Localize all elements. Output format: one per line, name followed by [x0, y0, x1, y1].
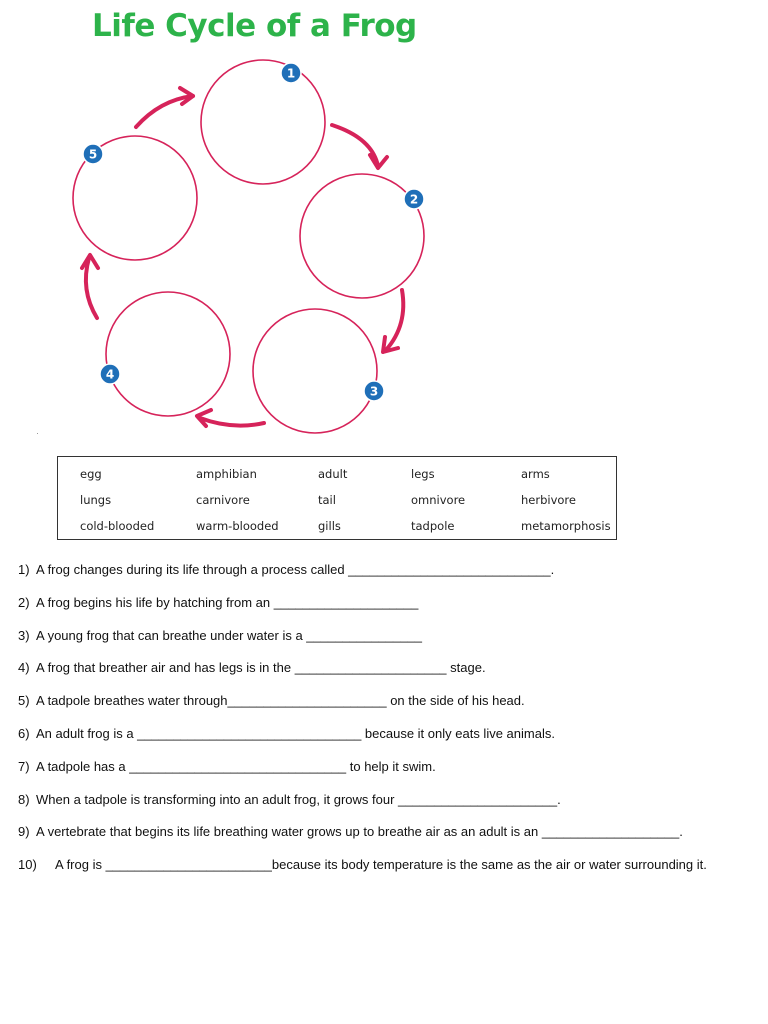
badge-number: 1 [286, 66, 296, 81]
word-bank-term: herbivore [521, 493, 576, 507]
word-bank-term: arms [521, 467, 550, 481]
froglet-stage-circle [106, 292, 230, 416]
word-bank-term: lungs [80, 493, 112, 507]
stage-number-badge [364, 381, 384, 401]
word-bank-term: warm-blooded [196, 519, 279, 533]
fill-in-question [18, 562, 554, 577]
word-bank-term: amphibian [196, 467, 257, 481]
question-text: A frog that breather air and has legs is in the _____________________ stage. [36, 660, 486, 676]
question-number: 4) [18, 660, 30, 676]
stage-number-badge [83, 144, 103, 164]
word-bank [57, 456, 617, 540]
question-number: 1) [18, 562, 30, 577]
question-number: 8) [18, 791, 30, 807]
fill-in-question [18, 628, 422, 643]
word-bank-term: adult [318, 467, 348, 481]
badge-number: 5 [88, 147, 98, 162]
question-text: A frog begins his life by hatching from an ____________________ [36, 594, 419, 610]
cycle-arrow [386, 290, 403, 350]
fill-in-question [18, 759, 436, 774]
question-number: 2) [18, 594, 30, 610]
question-text: A frog changes during its life through a process called ____________________________. [36, 562, 555, 577]
word-bank-term: carnivore [196, 493, 250, 507]
fill-in-question [18, 792, 561, 807]
tadpole-legs-stage-circle [253, 309, 377, 433]
page-title: Life Cycle of a Frog [92, 8, 417, 44]
fill-in-question [18, 660, 486, 675]
word-bank-term: cold-blooded [80, 519, 155, 533]
life-cycle-diagram [0, 0, 768, 450]
question-text: A young frog that can breathe under water is a ________________ [36, 627, 422, 643]
stage-number-badge [281, 63, 301, 83]
word-bank-term: gills [318, 519, 341, 533]
question-number: 7) [18, 758, 30, 774]
egg-stage-circle [201, 60, 325, 184]
question-text: When a tadpole is transforming into an adult frog, it grows four ______________________. [36, 791, 561, 807]
word-bank-term: egg [80, 467, 102, 481]
question-text: An adult frog is a _______________________________ because it only eats live animals. [36, 726, 555, 741]
badge-number: 2 [409, 192, 419, 207]
question-number: 6) [18, 726, 30, 741]
fill-in-question [18, 595, 418, 610]
question-number: 3) [18, 627, 30, 643]
badge-number: 3 [369, 384, 379, 399]
word-bank-term: metamorphosis [521, 519, 611, 533]
question-number: 10) [18, 857, 37, 873]
question-text: A tadpole breathes water through______________________ on the side of his head. [36, 693, 525, 709]
stage-number-badge [404, 189, 424, 209]
stray-mark [37, 433, 38, 434]
word-bank-term: omnivore [411, 493, 466, 507]
fill-in-question [18, 693, 525, 708]
question-text: A frog is _______________________because its body temperature is the same as the air or water surrounding it. [55, 857, 707, 873]
cycle-arrow [200, 418, 264, 426]
question-text: A tadpole has a ______________________________ to help it swim. [36, 758, 436, 774]
fill-in-question [18, 857, 707, 872]
badge-number: 4 [105, 367, 115, 382]
question-number: 5) [18, 693, 30, 709]
word-bank-term: legs [411, 467, 435, 481]
question-number: 9) [18, 824, 30, 840]
word-bank-term: tadpole [411, 519, 455, 533]
fill-in-question [18, 726, 555, 741]
stage-number-badge [100, 364, 120, 384]
word-bank-term: tail [318, 493, 336, 507]
fill-in-question [18, 824, 683, 839]
question-text: A vertebrate that begins its life breathing water grows up to breathe air as an adult is an ___________________. [36, 824, 683, 840]
